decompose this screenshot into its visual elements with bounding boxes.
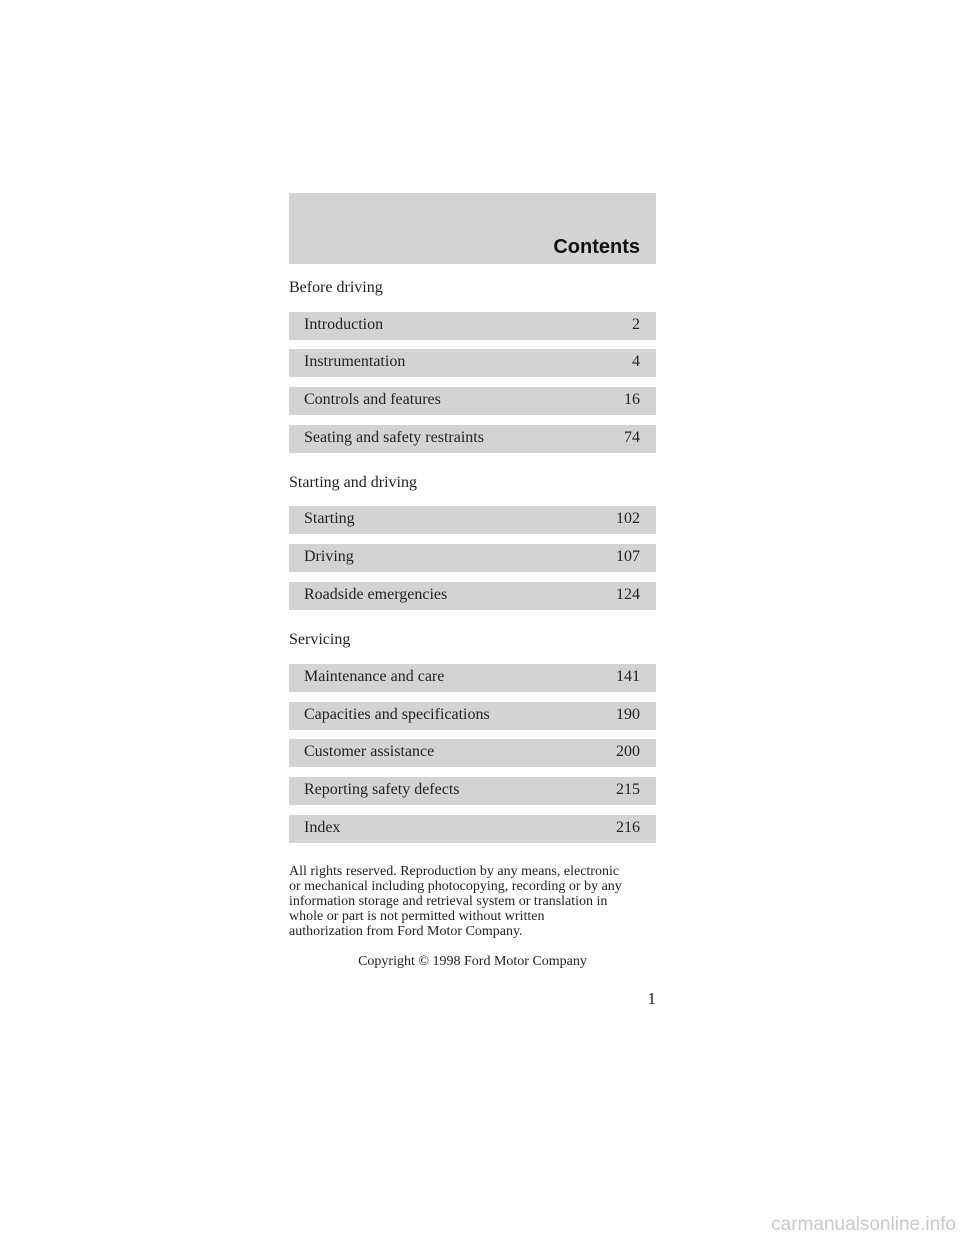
toc-item-label: Driving xyxy=(304,548,354,565)
legal-notice xyxy=(289,864,669,939)
toc-item-page: 102 xyxy=(616,510,640,527)
toc-item-label: Starting xyxy=(304,510,355,527)
legal-notice-line: or mechanical including photocopying, recording or by any xyxy=(289,879,622,894)
toc-item-page: 200 xyxy=(616,743,640,760)
toc-item-page: 16 xyxy=(624,391,640,408)
toc-item-label: Index xyxy=(304,819,341,836)
toc-item-page: 141 xyxy=(616,668,640,685)
toc-item-label: Reporting safety defects xyxy=(304,781,460,798)
toc-item-roadside-emergencies[interactable] xyxy=(289,582,656,610)
toc-item-page: 4 xyxy=(632,353,640,370)
contents-header xyxy=(289,193,656,264)
toc-item-label: Instrumentation xyxy=(304,353,406,370)
section-heading-starting-and-driving: Starting and driving xyxy=(289,474,417,491)
toc-item-page: 216 xyxy=(616,819,640,836)
toc-item-label: Controls and features xyxy=(304,391,441,408)
toc-item-label: Capacities and specifications xyxy=(304,706,490,723)
toc-item-instrumentation[interactable] xyxy=(289,349,656,377)
toc-item-page: 215 xyxy=(616,781,640,798)
legal-notice-line: All rights reserved. Reproduction by any means, electronic xyxy=(289,864,620,879)
toc-item-maintenance-and-care[interactable] xyxy=(289,664,656,692)
copyright-notice: Copyright © 1998 Ford Motor Company xyxy=(358,954,587,969)
toc-item-page: 107 xyxy=(616,548,640,565)
toc-item-label: Customer assistance xyxy=(304,743,435,760)
section-heading-servicing: Servicing xyxy=(289,631,351,648)
toc-item-capacities-and-specifications[interactable] xyxy=(289,702,656,730)
legal-notice-line: authorization from Ford Motor Company. xyxy=(289,924,523,939)
toc-item-page: 190 xyxy=(616,706,640,723)
toc-item-index[interactable] xyxy=(289,815,656,843)
section-heading-before-driving: Before driving xyxy=(289,279,383,296)
toc-item-starting[interactable] xyxy=(289,506,656,534)
toc-item-label: Seating and safety restraints xyxy=(304,429,484,446)
toc-item-seating-and-safety-restraints[interactable] xyxy=(289,425,656,453)
toc-item-driving[interactable] xyxy=(289,544,656,572)
toc-item-reporting-safety-defects[interactable] xyxy=(289,777,656,805)
toc-item-page: 74 xyxy=(624,429,640,446)
toc-item-label: Maintenance and care xyxy=(304,668,445,685)
legal-notice-line: information storage and retrieval system or translation in xyxy=(289,894,608,909)
page-title: Contents xyxy=(553,236,640,258)
toc-item-page: 124 xyxy=(616,586,640,603)
toc-item-label: Introduction xyxy=(304,316,384,333)
toc-item-label: Roadside emergencies xyxy=(304,586,448,603)
toc-item-customer-assistance[interactable] xyxy=(289,739,656,767)
page-number: 1 xyxy=(647,989,656,1008)
toc-item-controls-and-features[interactable] xyxy=(289,387,656,415)
legal-notice-line: whole or part is not permitted without written xyxy=(289,909,545,924)
watermark: carmanualsonline.info xyxy=(771,1214,956,1235)
toc-item-page: 2 xyxy=(632,316,640,333)
toc-item-introduction[interactable] xyxy=(289,312,656,340)
